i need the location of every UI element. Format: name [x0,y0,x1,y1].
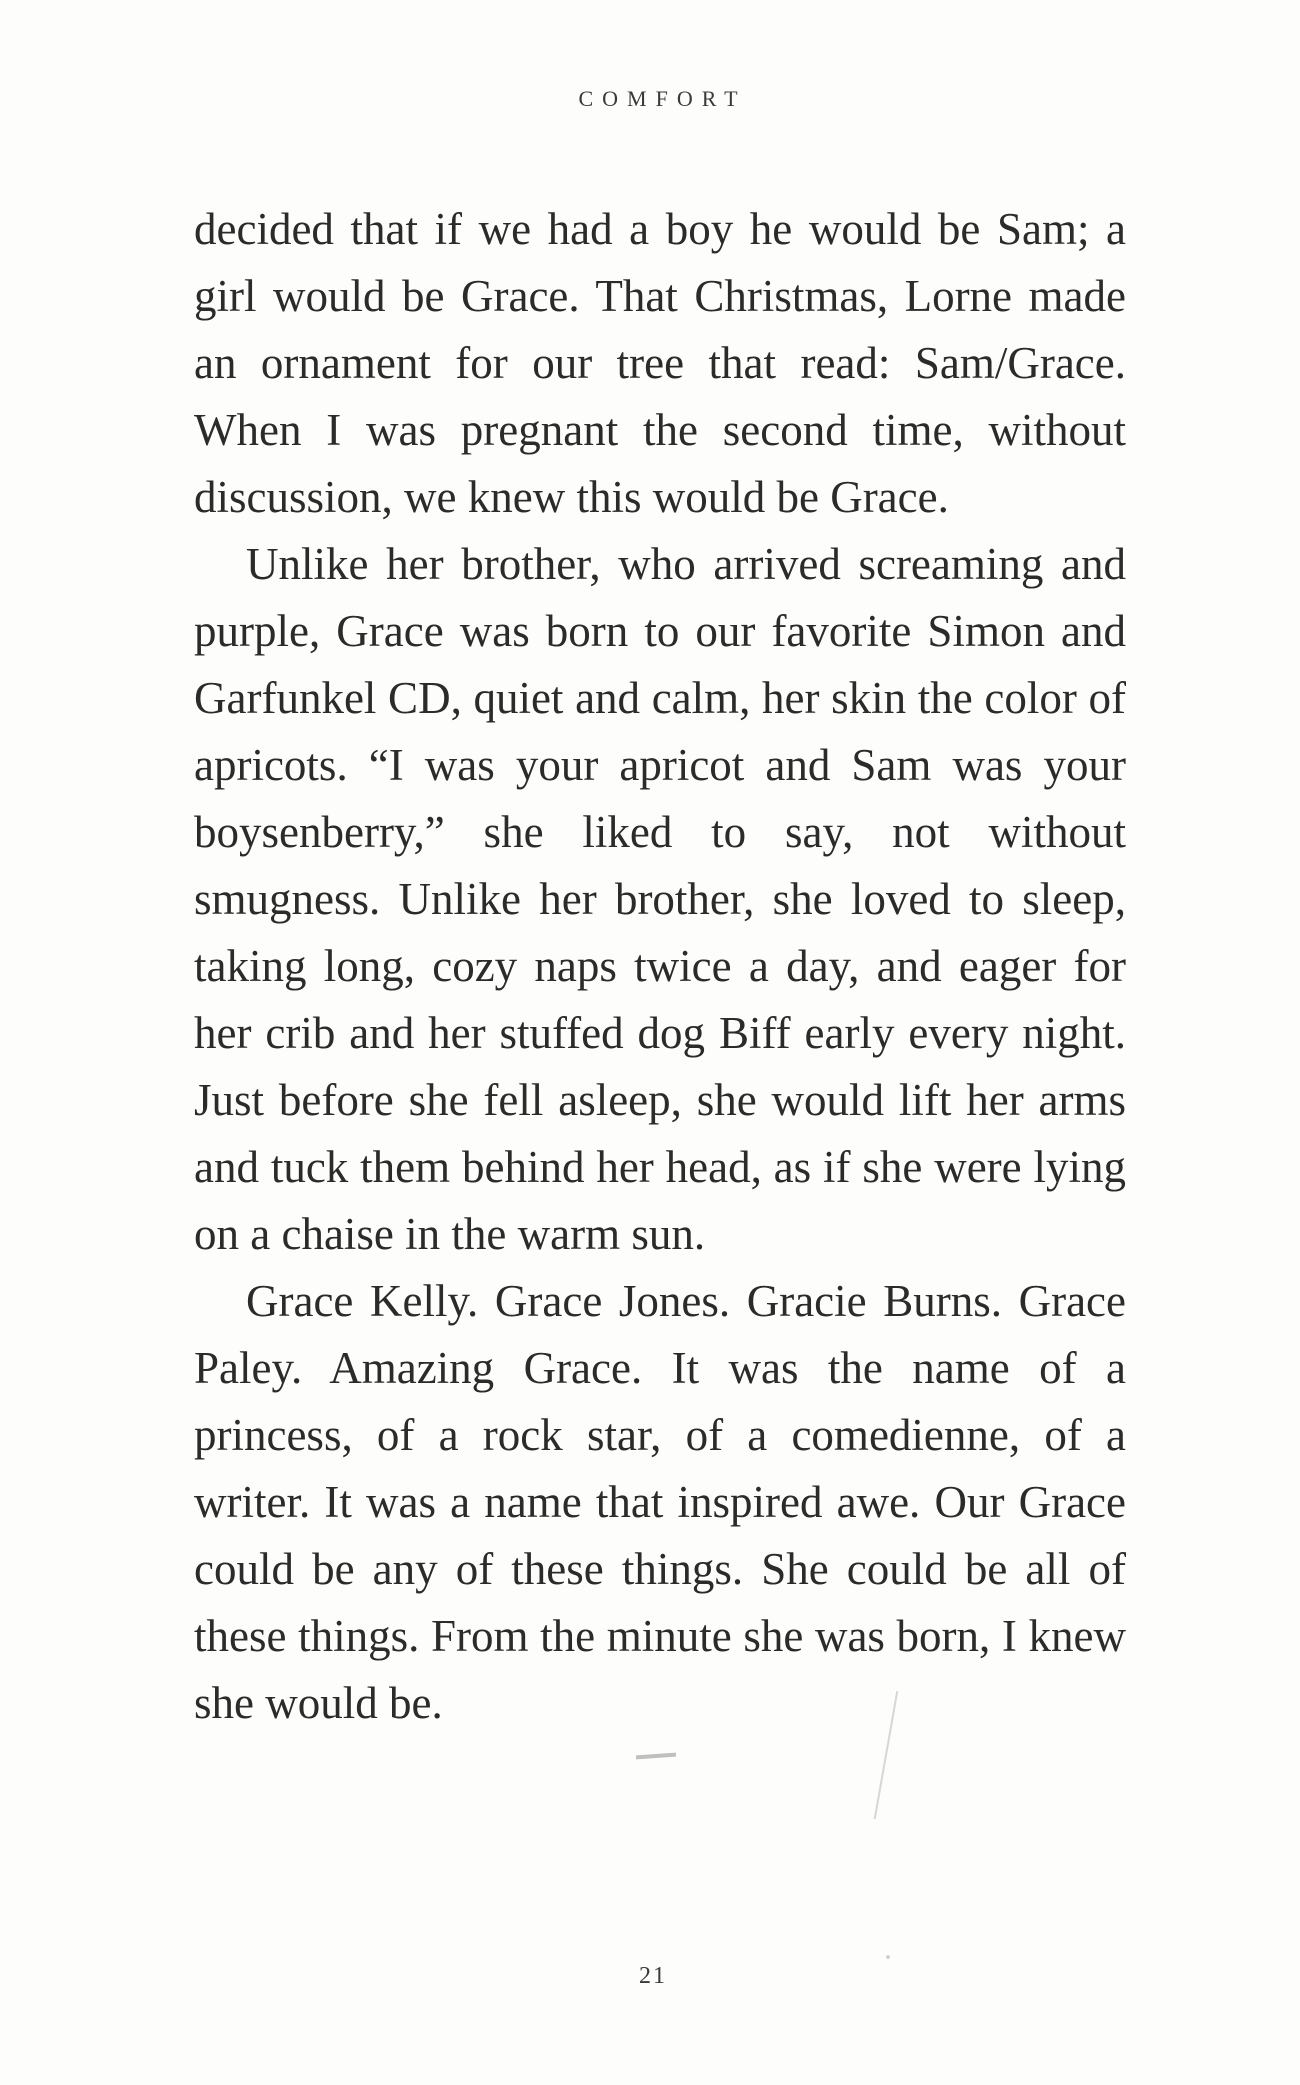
body-text [194,196,1126,1737]
paragraph-1: decided that if we had a boy he would be Sam; a girl would be Grace. That Christmas, Lorne made an ornament for our tree that read: Sam/Grace. When I was pregnant the second time, without discussion, we knew this would be Grace. [194,204,1126,522]
running-head: COMFORT [578,86,747,111]
page-number: 21 [639,1963,667,1989]
scan-dash-mark [636,1753,676,1760]
scan-speck-mark [886,1955,890,1959]
paragraph-3: Grace Kelly. Grace Jones. Gracie Burns. Grace Paley. Amazing Grace. It was the name of a princess, of a rock star, of a comedienne, of a writer. It was a name that inspired awe. Our Grace could be any of these things. She could be all of these things. From the minute she was born, I knew she would be. [194,1276,1126,1728]
paragraph-2: Unlike her brother, who arrived screaming and purple, Grace was born to our favorite Simon and Garfunkel CD, quiet and calm, her skin the color of apricots. “I was your apricot and Sam was your boysenberry,” she liked to say, not without smugness. Unlike her brother, she loved to sleep, taking long, cozy naps twice a day, and eager for her crib and her stuffed dog Biff early every night. Just before she fell asleep, she would lift her arms and tuck them behind her head, as if she were lying on a chaise in the warm sun. [194,539,1126,1259]
